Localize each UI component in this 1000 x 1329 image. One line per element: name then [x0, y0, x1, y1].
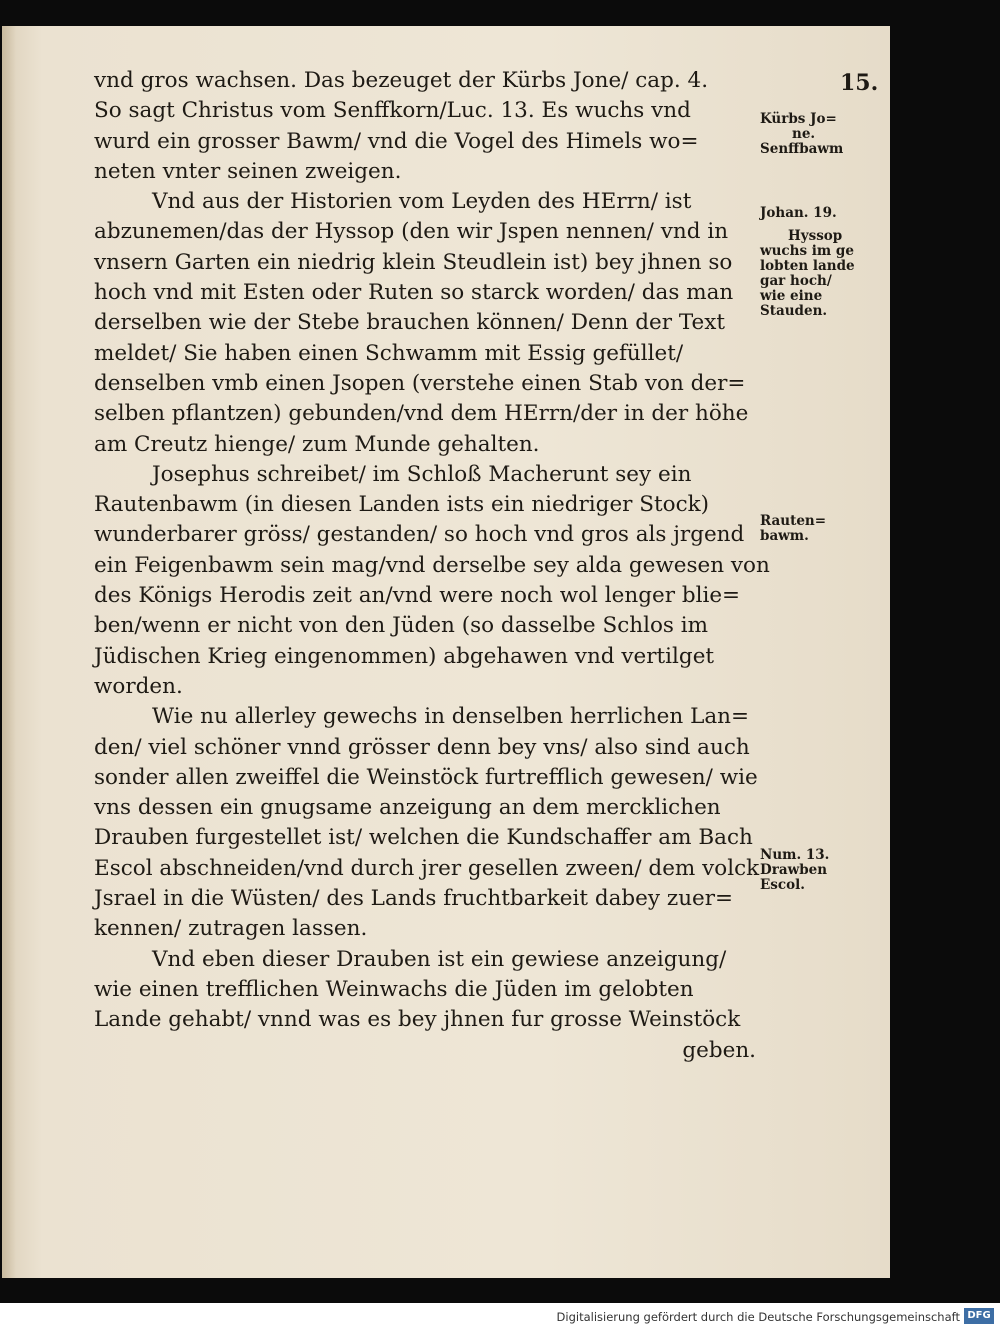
page-spine-shadow	[2, 26, 16, 1278]
dfg-logo-icon: DFG	[964, 1308, 994, 1324]
text-line: Josephus schreibet/ im Schloß Macherunt sey ein	[152, 461, 692, 487]
text-line: Drauben furgestellet ist/ welchen die Kundschaffer am Bach	[94, 825, 753, 851]
margin-note-line: wuchs im ge	[760, 243, 854, 259]
text-line: am Creutz hienge/ zum Munde gehalten.	[94, 431, 540, 457]
margin-note-hyssop	[760, 206, 890, 319]
margin-note-line: Drawben	[760, 862, 828, 878]
book-page	[2, 26, 890, 1278]
margin-note-drawben	[760, 848, 890, 893]
text-line: den/ viel schöner vnnd grösser denn bey vns/ also sind auch	[94, 734, 750, 760]
text-line: derselben wie der Stebe brauchen können/ Denn der Text	[94, 310, 725, 336]
text-line: wie einen trefflichen Weinwachs die Jüden im gelobten	[94, 976, 694, 1002]
text-line: Vnd eben dieser Drauben ist ein gewiese anzeigung/	[152, 946, 727, 972]
margin-note-line: lobten lande	[760, 258, 855, 274]
page-number: 15.	[840, 70, 879, 96]
text-line: Escol abschneiden/vnd durch jrer gesellen zween/ dem volck	[94, 855, 760, 881]
text-line: vnd gros wachsen. Das bezeuget der Kürbs Jone/ cap. 4.	[94, 68, 709, 93]
margin-note-line: gar hoch/	[760, 273, 832, 289]
text-line: Wie nu allerley gewechs in denselben herrlichen Lan=	[152, 704, 750, 730]
text-line: Lande gehabt/ vnnd was es bey jhnen fur grosse Weinstöck	[94, 1007, 741, 1033]
margin-note-line: Num. 13.	[760, 847, 830, 863]
text-line: hoch vnd mit Esten oder Ruten so starck worden/ das man	[94, 280, 734, 306]
text-line: Rautenbawm (in diesen Landen ists ein niedriger Stock)	[94, 492, 710, 518]
text-line: vnsern Garten ein niedrig klein Steudlein ist) bey jhnen so	[94, 249, 733, 275]
text-line: ein Feigenbawm sein mag/vnd derselbe sey alda gewesen von	[94, 552, 770, 578]
margin-note-line: wie eine	[760, 288, 823, 304]
page-body-text	[94, 66, 770, 1066]
text-line: meldet/ Sie haben einen Schwamm mit Essig gefüllet/	[94, 340, 684, 366]
margin-note-line: Rauten=	[760, 513, 827, 529]
text-line: ben/wenn er nicht von den Jüden (so dasselbe Schlos im	[94, 613, 709, 639]
text-line: Jüdischen Krieg eingenommen) abgehawen vnd vertilget	[94, 643, 715, 669]
margin-note-line: Kürbs Jo=	[760, 111, 837, 127]
text-line: Vnd aus der Historien vom Leyden des HErrn/ ist	[152, 189, 692, 215]
text-line: worden.	[94, 673, 183, 699]
text-line: wurd ein grosser Bawm/ vnd die Vogel des Himels wo=	[94, 128, 699, 154]
text-line: kennen/ zutragen lassen.	[94, 916, 368, 942]
text-line: wunderbarer gröss/ gestanden/ so hoch vnd gros als jrgend	[94, 522, 745, 548]
margin-note-line: Senffbawm	[760, 141, 844, 157]
margin-note-line: bawm.	[760, 528, 809, 544]
text-line: So sagt Christus vom Senffkorn/Luc. 13. Es wuchs vnd	[94, 98, 691, 124]
margin-note-line: Escol.	[760, 877, 805, 893]
margin-note-rautenbawm	[760, 514, 890, 544]
text-line: Jsrael in die Wüsten/ des Lands fruchtbarkeit dabey zuer=	[94, 886, 734, 912]
text-line: des Königs Herodis zeit an/vnd were noch wol lenger blie=	[94, 583, 741, 609]
margin-note-line: Stauden.	[760, 303, 828, 319]
funding-notice: Digitalisierung gefördert durch die Deutsche Forschungsgemeinschaft	[556, 1310, 960, 1324]
text-line: sonder allen zweiffel die Weinstöck furtrefflich gewesen/ wie	[94, 764, 758, 790]
text-line: selben pflantzen) gebunden/vnd dem HErrn/der in der höhe	[94, 401, 749, 427]
text-line-catchword: geben.	[682, 1037, 756, 1063]
footer-bar	[0, 1303, 1000, 1329]
margin-note-kuerbs	[760, 112, 890, 157]
text-line: denselben vmb einen Jsopen (verstehe einen Stab von der=	[94, 370, 746, 396]
margin-note-line: ne.	[792, 126, 816, 142]
margin-note-line: Johan. 19.	[760, 205, 837, 221]
text-line: abzunemen/das der Hyssop (den wir Jspen nennen/ vnd in	[94, 219, 729, 245]
margin-note-line: Hyssop	[788, 228, 843, 244]
text-line: vns dessen ein gnugsame anzeigung an dem mercklichen	[94, 795, 721, 821]
text-line: neten vnter seinen zweigen.	[94, 158, 402, 184]
